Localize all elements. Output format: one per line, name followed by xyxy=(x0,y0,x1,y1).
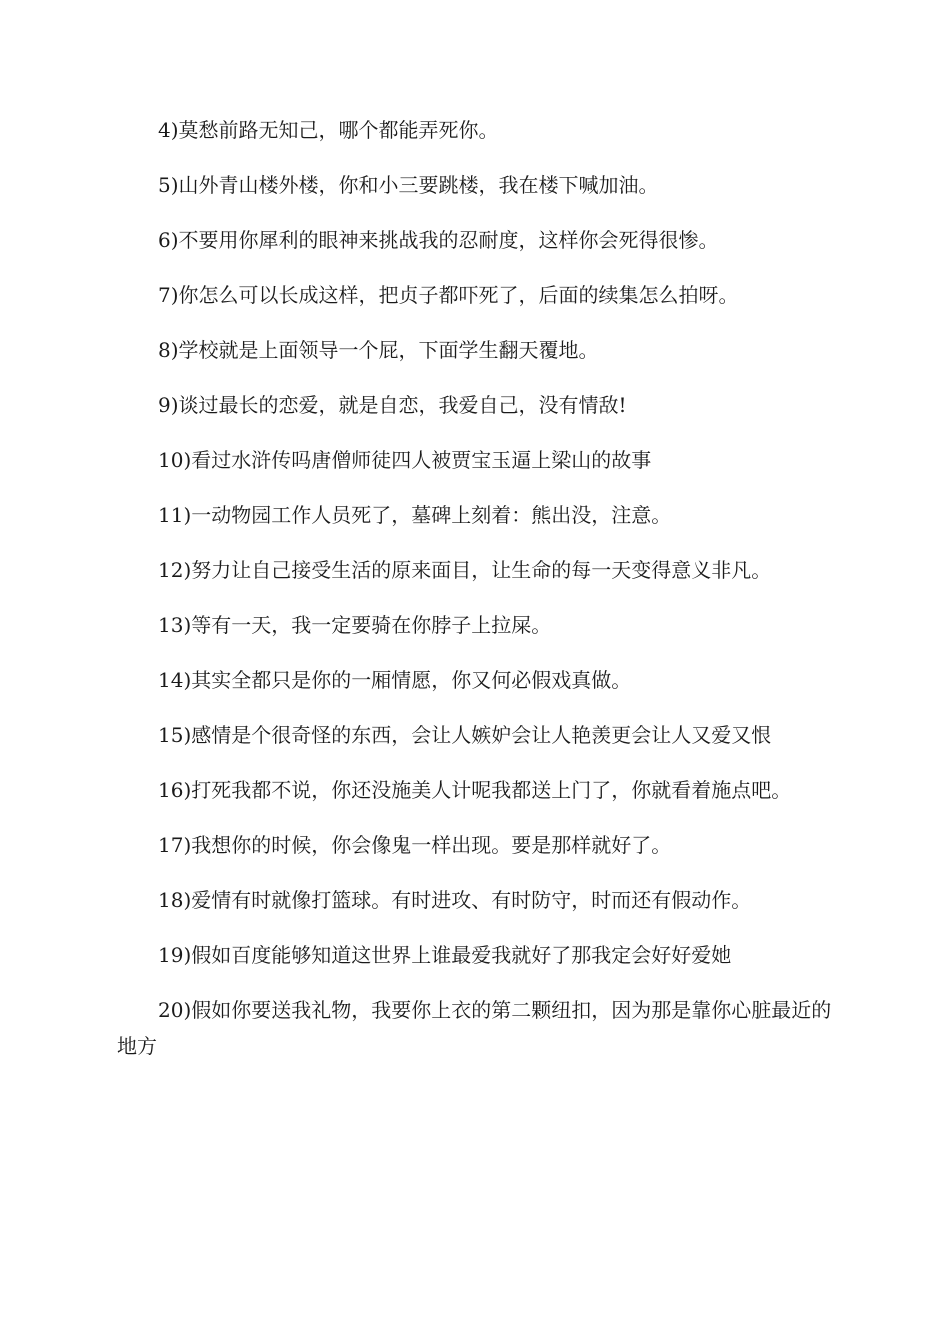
list-item: 4)莫愁前路无知己，哪个都能弄死你。 xyxy=(158,118,499,142)
list-item: 14)其实全都只是你的一厢情愿，你又何必假戏真做。 xyxy=(158,668,632,692)
list-item: 12)努力让自己接受生活的原来面目，让生命的每一天变得意义非凡。 xyxy=(158,558,772,582)
list-item: 13)等有一天，我一定要骑在你脖子上拉屎。 xyxy=(158,613,552,637)
list-item: 10)看过水浒传吗唐僧师徒四人被贾宝玉逼上梁山的故事 xyxy=(158,448,652,472)
list-item: 8)学校就是上面领导一个屁，下面学生翻天覆地。 xyxy=(158,338,599,362)
list-item: 20)假如你要送我礼物，我要你上衣的第二颗纽扣，因为那是靠你心脏最近的地方 xyxy=(117,998,832,1058)
list-item: 6)不要用你犀利的眼神来挑战我的忍耐度，这样你会死得很惨。 xyxy=(158,228,719,252)
list-item: 9)谈过最长的恋爱，就是自恋，我爱自己，没有情敌! xyxy=(158,393,627,417)
list-item: 18)爱情有时就像打篮球。有时进攻、有时防守，时而还有假动作。 xyxy=(158,888,752,912)
list-item: 11)一动物园工作人员死了，墓碑上刻着：熊出没，注意。 xyxy=(158,503,672,527)
list-item: 15)感情是个很奇怪的东西，会让人嫉妒会让人艳羡更会让人又爱又恨 xyxy=(158,723,772,747)
list-item: 5)山外青山楼外楼，你和小三要跳楼，我在楼下喊加油。 xyxy=(158,173,659,197)
list-item: 16)打死我都不说，你还没施美人计呢我都送上门了，你就看着施点吧。 xyxy=(158,778,792,802)
document-body xyxy=(117,112,837,1083)
list-item: 17)我想你的时候，你会像鬼一样出现。要是那样就好了。 xyxy=(158,833,672,857)
list-item: 7)你怎么可以长成这样，把贞子都吓死了，后面的续集怎么拍呀。 xyxy=(158,283,739,307)
list-item: 19)假如百度能够知道这世界上谁最爱我就好了那我定会好好爱她 xyxy=(158,943,732,967)
